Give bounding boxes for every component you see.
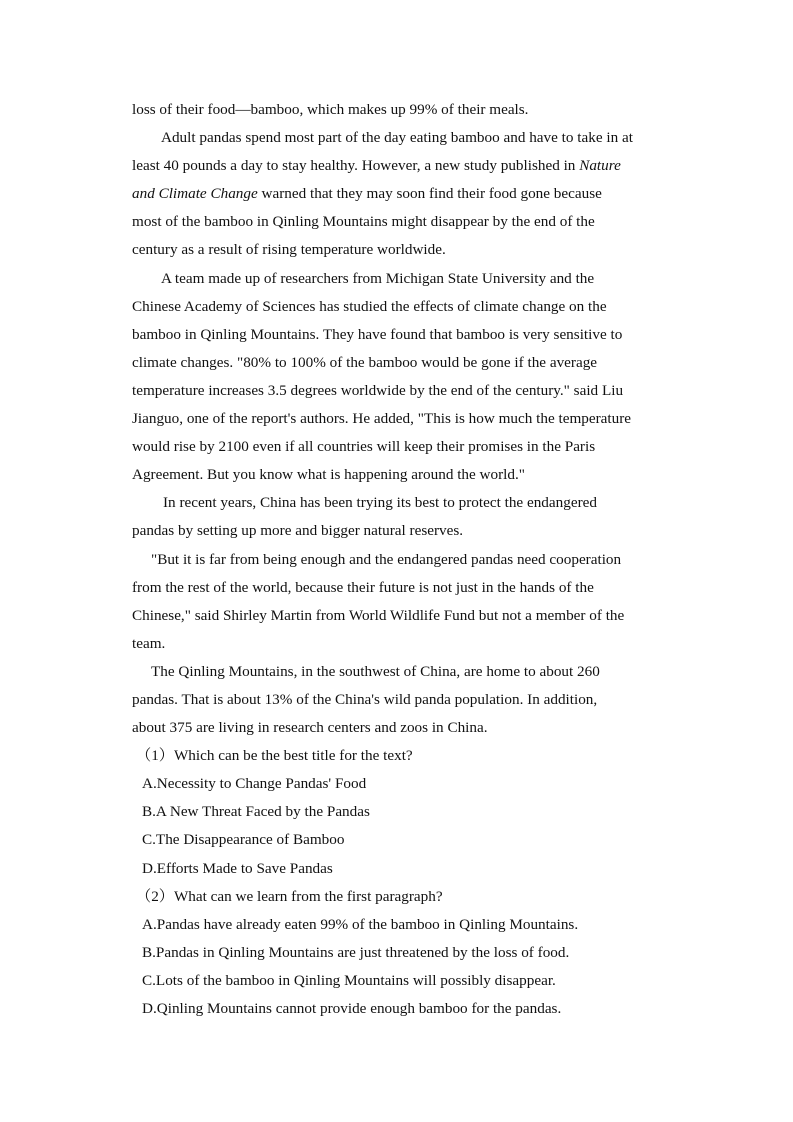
answer-option[interactable]: C.Lots of the bamboo in Qinling Mountains will possibly disappear. [142, 971, 556, 989]
answer-option[interactable]: D.Qinling Mountains cannot provide enough bamboo for the pandas. [142, 1000, 562, 1017]
paragraph [132, 265, 664, 490]
question-block [132, 883, 664, 1023]
answer-option[interactable]: B.A New Threat Faced by the Pandas [142, 803, 370, 821]
reading-passage [132, 96, 664, 1023]
journal-name-part-1: Nature [579, 157, 621, 175]
paragraph [132, 658, 664, 742]
text-line [132, 180, 664, 208]
text-line: Chinese Academy of Sciences has studied the effects of climate change on the [132, 297, 607, 315]
question-block [132, 742, 664, 882]
paragraph [132, 96, 664, 124]
question-number: （2） [136, 887, 174, 905]
text-line: loss of their food—bamboo, which makes up 99% of their meals. [132, 101, 529, 118]
text-line: "But it is far from being enough and the endangered pandas need cooperation [151, 550, 622, 568]
text-line: Jianguo, one of the report's authors. He added, "This is how much the temperature [132, 410, 632, 428]
text-line: Agreement. But you know what is happening around the world." [132, 466, 525, 484]
answer-option[interactable]: C.The Disappearance of Bamboo [142, 831, 345, 849]
paragraph [132, 546, 664, 658]
text-line: The Qinling Mountains, in the southwest of China, are home to about 260 [151, 662, 600, 680]
text-line [132, 152, 664, 180]
text-line: Chinese," said Shirley Martin from World Wildlife Fund but not a member of the [132, 606, 625, 624]
question-text: What can we learn from the first paragraph? [173, 887, 443, 905]
text-segment: least 40 pounds a day to stay healthy. However, a new study published in [132, 157, 576, 175]
answer-option[interactable]: D.Efforts Made to Save Pandas [142, 859, 333, 877]
text-line: pandas. That is about 13% of the China's wild panda population. In addition, [132, 690, 598, 708]
text-line: A team made up of researchers from Michigan State University and the [161, 269, 595, 287]
text-line: from the rest of the world, because their future is not just in the hands of the [132, 578, 594, 596]
answer-option[interactable]: A.Necessity to Change Pandas' Food [142, 775, 367, 793]
question-stem [132, 742, 664, 770]
text-segment: warned that they may soon find their food gone because [261, 185, 602, 203]
text-line: temperature increases 3.5 degrees worldwide by the end of the century." said Liu [132, 381, 624, 399]
text-line: would rise by 2100 even if all countries will keep their promises in the Paris [132, 438, 596, 456]
text-line: pandas by setting up more and bigger natural reserves. [132, 522, 464, 540]
text-line: century as a result of rising temperature worldwide. [132, 241, 446, 259]
text-line: climate changes. "80% to 100% of the bamboo would be gone if the average [132, 353, 598, 371]
question-number: （1） [136, 747, 174, 765]
question-stem [132, 883, 664, 911]
text-line: most of the bamboo in Qinling Mountains might disappear by the end of the [132, 213, 595, 231]
paragraph [132, 489, 664, 545]
text-line: team. [132, 634, 166, 652]
answer-option[interactable]: A.Pandas have already eaten 99% of the bamboo in Qinling Mountains. [142, 915, 579, 933]
text-line: In recent years, China has been trying its best to protect the endangered [163, 494, 597, 512]
journal-name-part-2: and Climate Change [132, 185, 258, 203]
text-line: about 375 are living in research centers and zoos in China. [132, 719, 488, 737]
paragraph [132, 124, 664, 264]
text-line: bamboo in Qinling Mountains. They have found that bamboo is very sensitive to [132, 325, 623, 343]
text-line: Adult pandas spend most part of the day eating bamboo and have to take in at [161, 129, 633, 147]
question-text: Which can be the best title for the text? [173, 747, 413, 765]
answer-option[interactable]: B.Pandas in Qinling Mountains are just threatened by the loss of food. [142, 943, 570, 961]
